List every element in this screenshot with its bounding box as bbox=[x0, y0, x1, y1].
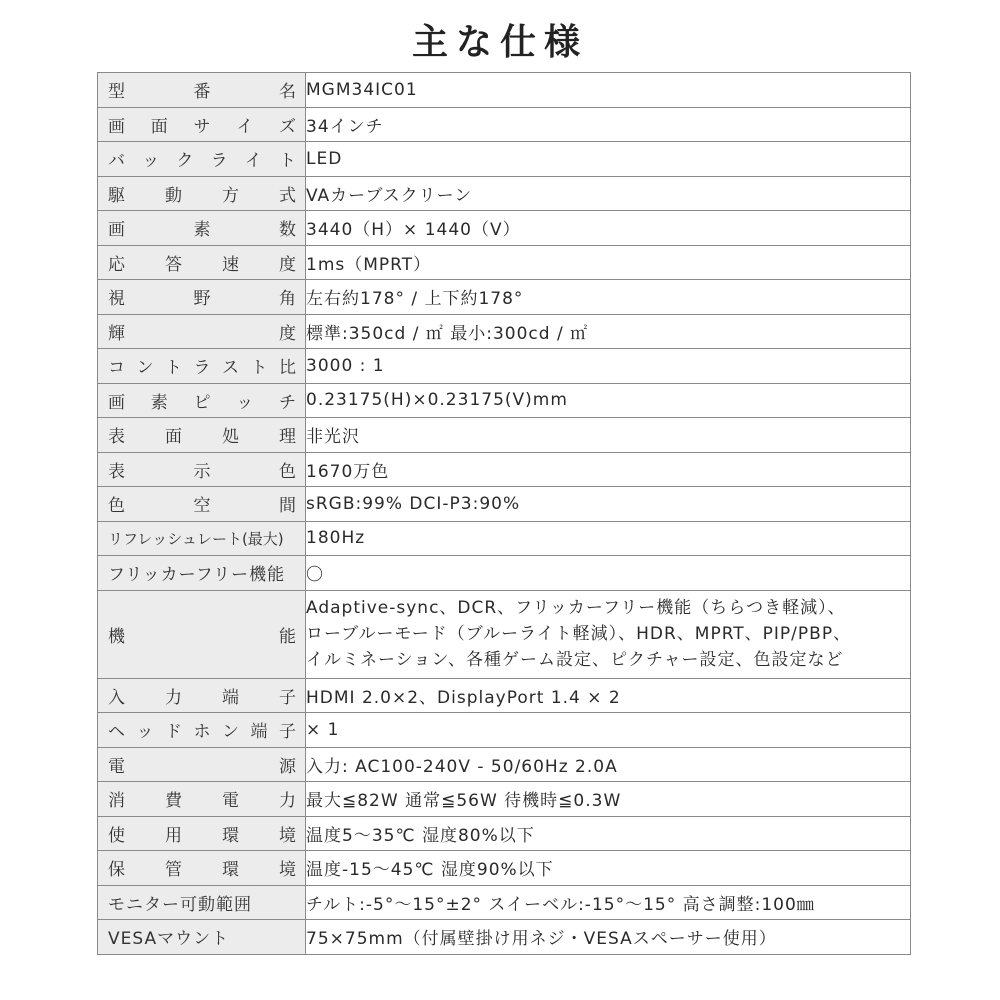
spec-row bbox=[98, 73, 911, 108]
spec-label-text: 型 番 名 bbox=[108, 82, 297, 103]
spec-value: 1ms（MPRT） bbox=[306, 245, 911, 280]
spec-value: 0.23175(H)×0.23175(V)mm bbox=[306, 383, 911, 418]
spec-value: 最大≦82W 通常≦56W 待機時≦0.3W bbox=[306, 782, 911, 817]
spec-value: 温度5～35℃ 湿度80%以下 bbox=[306, 816, 911, 851]
spec-table bbox=[97, 72, 911, 955]
spec-label bbox=[98, 211, 306, 246]
spec-row bbox=[98, 816, 911, 851]
spec-row bbox=[98, 678, 911, 713]
spec-value: HDMI 2.0×2、DisplayPort 1.4 × 2 bbox=[306, 678, 911, 713]
spec-label-text: 使 用 環 境 bbox=[108, 825, 297, 846]
spec-label bbox=[98, 590, 306, 678]
spec-label bbox=[98, 383, 306, 418]
spec-row bbox=[98, 556, 911, 591]
spec-label bbox=[98, 816, 306, 851]
spec-label bbox=[98, 851, 306, 886]
spec-label-text: バ ッ ク ラ イ ト bbox=[108, 151, 297, 172]
spec-label-text: 画 素 数 bbox=[108, 220, 297, 241]
spec-value-line: イルミネーション、各種ゲーム設定、ピクチャー設定、色設定など bbox=[306, 650, 844, 670]
spec-label bbox=[98, 521, 306, 556]
spec-label-text: 駆 動 方 式 bbox=[108, 185, 297, 206]
spec-label bbox=[98, 747, 306, 782]
spec-value: 75×75mm（付属壁掛け用ネジ・VESAスペーサー使用） bbox=[306, 920, 911, 955]
spec-label-text: 入 力 端 子 bbox=[108, 687, 297, 708]
spec-label-text: モニター可動範囲 bbox=[108, 894, 252, 915]
spec-row bbox=[98, 521, 911, 556]
spec-value: 1670万色 bbox=[306, 452, 911, 487]
spec-label bbox=[98, 487, 306, 522]
spec-label bbox=[98, 280, 306, 315]
spec-label bbox=[98, 418, 306, 453]
page-title: 主な仕様 bbox=[411, 21, 588, 63]
spec-value-line: ローブルーモード（ブルーライト軽減）、HDR、MPRT、PIP/PBP、 bbox=[306, 624, 852, 644]
spec-value: 180Hz bbox=[306, 521, 911, 556]
spec-row bbox=[98, 418, 911, 453]
spec-label-text: 色 空 間 bbox=[108, 496, 297, 517]
spec-row bbox=[98, 280, 911, 315]
spec-label-text: ヘ ッ ド ホ ン 端 子 bbox=[108, 722, 297, 743]
spec-value: 標準:350cd / ㎡ 最小:300cd / ㎡ bbox=[306, 314, 911, 349]
spec-label bbox=[98, 678, 306, 713]
spec-row bbox=[98, 452, 911, 487]
spec-label bbox=[98, 782, 306, 817]
spec-row bbox=[98, 176, 911, 211]
spec-value: チルト:-5°～15°±2° スイーベル:-15°～15° 高さ調整:100㎜ bbox=[306, 885, 911, 920]
spec-value: sRGB:99% DCI-P3:90% bbox=[306, 487, 911, 522]
spec-label bbox=[98, 885, 306, 920]
spec-label-text: 表 示 色 bbox=[108, 461, 297, 482]
spec-value: VAカーブスクリーン bbox=[306, 176, 911, 211]
spec-label-text: コ ン ト ラ ス ト 比 bbox=[108, 358, 297, 379]
spec-label-text: フリッカーフリー機能 bbox=[108, 565, 286, 586]
spec-label-text: 応 答 速 度 bbox=[108, 254, 297, 275]
spec-label-text: 保 管 環 境 bbox=[108, 860, 297, 881]
spec-row bbox=[98, 487, 911, 522]
spec-label-text: リフレッシュレート(最大) bbox=[108, 529, 284, 548]
spec-label-text: 電 源 bbox=[108, 756, 297, 777]
spec-row bbox=[98, 383, 911, 418]
spec-label bbox=[98, 713, 306, 748]
spec-value: 非光沢 bbox=[306, 418, 911, 453]
spec-value: MGM34IC01 bbox=[306, 73, 911, 108]
spec-label bbox=[98, 142, 306, 177]
spec-label-text: 機 能 bbox=[108, 626, 297, 647]
spec-label bbox=[98, 556, 306, 591]
spec-row bbox=[98, 590, 911, 678]
spec-row bbox=[98, 107, 911, 142]
spec-label bbox=[98, 314, 306, 349]
spec-label-text: 消 費 電 力 bbox=[108, 791, 297, 812]
spec-row bbox=[98, 851, 911, 886]
spec-label bbox=[98, 245, 306, 280]
spec-row bbox=[98, 245, 911, 280]
spec-table-body bbox=[98, 73, 911, 955]
spec-label bbox=[98, 452, 306, 487]
spec-label-text: 表 面 処 理 bbox=[108, 427, 297, 448]
spec-label bbox=[98, 107, 306, 142]
spec-label bbox=[98, 349, 306, 384]
spec-row bbox=[98, 314, 911, 349]
spec-label-text: 視 野 角 bbox=[108, 289, 297, 310]
spec-label-text: 輝 度 bbox=[108, 323, 297, 344]
spec-value bbox=[306, 590, 911, 678]
spec-value: 〇 bbox=[306, 556, 911, 591]
spec-row bbox=[98, 920, 911, 955]
spec-label bbox=[98, 176, 306, 211]
spec-value: LED bbox=[306, 142, 911, 177]
spec-value: 温度-15～45℃ 湿度90%以下 bbox=[306, 851, 911, 886]
spec-value: 34インチ bbox=[306, 107, 911, 142]
spec-label bbox=[98, 73, 306, 108]
spec-row bbox=[98, 142, 911, 177]
spec-row bbox=[98, 713, 911, 748]
spec-value: 入力: AC100-240V - 50/60Hz 2.0A bbox=[306, 747, 911, 782]
spec-value-line: Adaptive-sync、DCR、フリッカーフリー機能（ちらつき軽減）、 bbox=[306, 598, 846, 618]
spec-label-text: VESAマウント bbox=[108, 929, 230, 950]
spec-value: 3440（H）× 1440（V） bbox=[306, 211, 911, 246]
spec-row bbox=[98, 211, 911, 246]
spec-row bbox=[98, 782, 911, 817]
spec-value: 3000 : 1 bbox=[306, 349, 911, 384]
spec-row bbox=[98, 747, 911, 782]
spec-row bbox=[98, 885, 911, 920]
spec-label-text: 画 素 ピ ッ チ bbox=[108, 392, 297, 413]
spec-value: × 1 bbox=[306, 713, 911, 748]
spec-value: 左右約178° / 上下約178° bbox=[306, 280, 911, 315]
spec-label bbox=[98, 920, 306, 955]
spec-row bbox=[98, 349, 911, 384]
spec-label-text: 画 面 サ イ ズ bbox=[108, 116, 297, 137]
